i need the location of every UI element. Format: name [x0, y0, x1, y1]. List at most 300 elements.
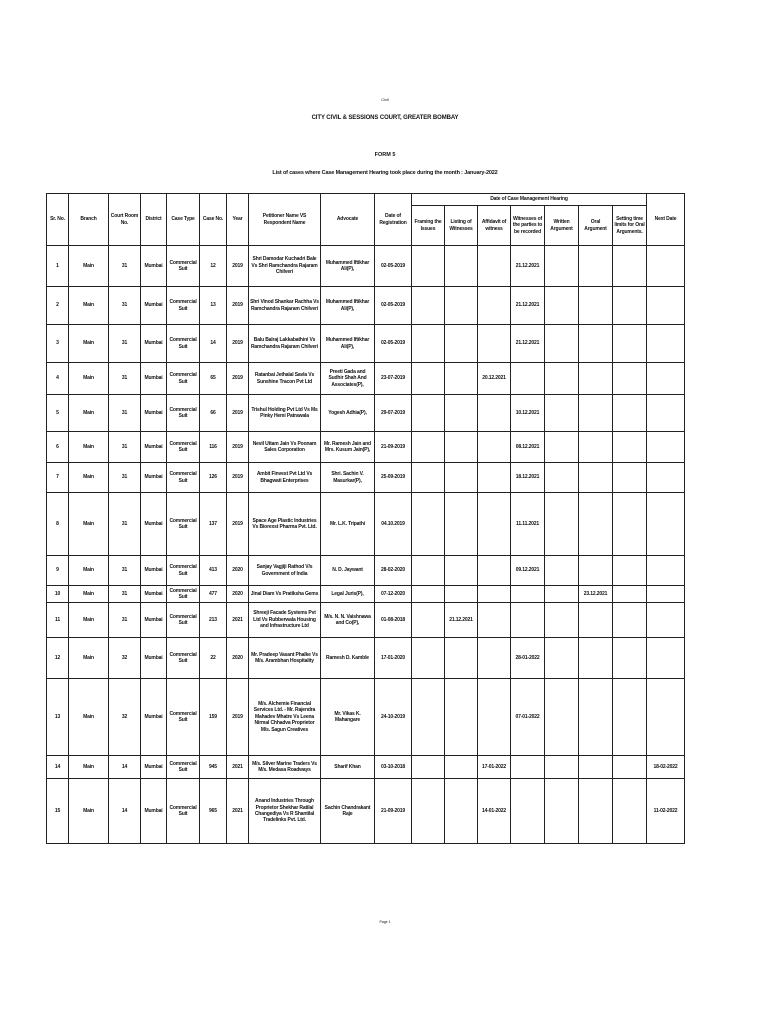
cell-time-limit [613, 779, 647, 844]
cell-court-room: 31 [109, 463, 141, 493]
cell-oral [579, 325, 613, 363]
cell-next-date [647, 679, 685, 756]
cell-sr: 5 [47, 395, 69, 432]
cell-next-date [647, 325, 685, 363]
cell-sr: 15 [47, 779, 69, 844]
cell-court-room: 31 [109, 395, 141, 432]
cell-oral [579, 432, 613, 463]
cell-district: Mumbai [141, 679, 167, 756]
cell-advocate: Muhammed Iftikhar Ali(P), [321, 287, 375, 325]
cell-affidavit [478, 586, 511, 603]
cell-court-room: 31 [109, 603, 141, 638]
cell-written [545, 779, 579, 844]
cell-parties: Space Age Plastic Industries Vs Biorexst Pharma Pvt. Ltd. [249, 493, 321, 556]
cell-witnesses [511, 363, 545, 395]
cell-year: 2020 [227, 556, 249, 586]
cell-year: 2020 [227, 638, 249, 679]
cell-witnesses [511, 779, 545, 844]
cell-framing [412, 679, 445, 756]
cell-affidavit [478, 246, 511, 287]
cell-case-type: Commercial Suit [167, 363, 200, 395]
cell-next-date [647, 246, 685, 287]
cell-affidavit [478, 325, 511, 363]
col-case-no-header: Case No. [200, 194, 227, 246]
cell-year: 2021 [227, 779, 249, 844]
cell-witnesses: 07-01-2022 [511, 679, 545, 756]
cell-reg-date: 02-05-2019 [375, 287, 412, 325]
cell-affidavit [478, 638, 511, 679]
cell-parties: M/s. Silver Marine Traders Vs M/s. Medasa Roadways [249, 756, 321, 779]
cell-written [545, 603, 579, 638]
cell-oral: 23.12.2021 [579, 586, 613, 603]
cell-time-limit [613, 556, 647, 586]
cell-court-room: 31 [109, 325, 141, 363]
cell-case-type: Commercial Suit [167, 325, 200, 363]
cell-case-no: 413 [200, 556, 227, 586]
cell-district: Mumbai [141, 395, 167, 432]
cell-case-no: 126 [200, 463, 227, 493]
cell-framing [412, 363, 445, 395]
cell-advocate: Yogesh Adhia(P), [321, 395, 375, 432]
cell-case-no: 14 [200, 325, 227, 363]
cell-year: 2019 [227, 493, 249, 556]
page-number: Page 1 [379, 920, 391, 924]
cell-branch: Main [69, 432, 109, 463]
cell-branch: Main [69, 363, 109, 395]
cell-parties: Jinal Diam Vs Pratiksha Gems [249, 586, 321, 603]
cell-written [545, 586, 579, 603]
cell-affidavit: 17-01-2022 [478, 756, 511, 779]
court-title: CITY CIVIL & SESSIONS COURT, GREATER BOMBAY [311, 115, 459, 121]
cell-case-type: Commercial Suit [167, 586, 200, 603]
cell-time-limit [613, 287, 647, 325]
cell-case-no: 159 [200, 679, 227, 756]
cell-next-date [647, 603, 685, 638]
cell-reg-date: 07-12-2020 [375, 586, 412, 603]
form-title: FORM 5 [374, 152, 396, 158]
table-row [47, 432, 685, 463]
table-row [47, 679, 685, 756]
cell-oral [579, 556, 613, 586]
cell-witnesses: 21.12.2021 [511, 246, 545, 287]
cell-oral [579, 463, 613, 493]
cell-court-room: 32 [109, 638, 141, 679]
cell-next-date [647, 638, 685, 679]
cell-case-no: 116 [200, 432, 227, 463]
cell-time-limit [613, 246, 647, 287]
cell-advocate: Muhammed Iftikhar Ali(P), [321, 246, 375, 287]
col-written-header: Written Argument [545, 206, 579, 246]
cell-oral [579, 493, 613, 556]
cell-district: Mumbai [141, 463, 167, 493]
cell-reg-date: 21-09-2019 [375, 779, 412, 844]
table-row [47, 586, 685, 603]
cell-witnesses: 09.12.2021 [511, 556, 545, 586]
cell-court-room: 31 [109, 363, 141, 395]
cell-district: Mumbai [141, 556, 167, 586]
col-branch-header: Branch [69, 194, 109, 246]
cell-framing [412, 246, 445, 287]
cell-reg-date: 21-09-2019 [375, 432, 412, 463]
cell-oral [579, 287, 613, 325]
cell-case-type: Commercial Suit [167, 779, 200, 844]
cell-reg-date: 04.10.2019 [375, 493, 412, 556]
cell-year: 2019 [227, 363, 249, 395]
cell-written [545, 463, 579, 493]
cell-next-date [647, 363, 685, 395]
cell-reg-date: 02-05-2019 [375, 246, 412, 287]
col-next-date-header: Next Date [647, 194, 685, 246]
cell-affidavit [478, 287, 511, 325]
cell-case-type: Commercial Suit [167, 463, 200, 493]
cell-next-date: 11-02-2022 [647, 779, 685, 844]
cell-time-limit [613, 325, 647, 363]
cell-branch: Main [69, 325, 109, 363]
cell-advocate: Muhammed Iftikhar Ali(P), [321, 325, 375, 363]
cell-case-no: 945 [200, 756, 227, 779]
cell-time-limit [613, 395, 647, 432]
cell-oral [579, 679, 613, 756]
cell-sr: 3 [47, 325, 69, 363]
cell-case-type: Commercial Suit [167, 493, 200, 556]
cell-year: 2019 [227, 395, 249, 432]
cell-reg-date: 23-07-2019 [375, 363, 412, 395]
cell-advocate: Mr. L.K. Tripathi [321, 493, 375, 556]
cell-witnesses: 11.11.2021 [511, 493, 545, 556]
cell-district: Mumbai [141, 638, 167, 679]
cell-reg-date: 17-01-2020 [375, 638, 412, 679]
cell-witnesses: 10.12.2021 [511, 395, 545, 432]
cell-court-room: 31 [109, 586, 141, 603]
cell-reg-date: 24-10-2019 [375, 679, 412, 756]
cell-listing [445, 556, 478, 586]
cell-framing [412, 432, 445, 463]
cell-witnesses: 21.12.2021 [511, 287, 545, 325]
cell-case-type: Commercial Suit [167, 638, 200, 679]
cell-framing [412, 325, 445, 363]
cell-witnesses [511, 756, 545, 779]
cell-case-type: Commercial Suit [167, 603, 200, 638]
col-year-header: Year [227, 194, 249, 246]
table-row [47, 779, 685, 844]
cell-parties: Shreeji Facade Systems Pvt Ltd Vs Rubberwala Housing and Infrastructure Ltd [249, 603, 321, 638]
cell-time-limit [613, 638, 647, 679]
cell-sr: 10 [47, 586, 69, 603]
cell-affidavit [478, 603, 511, 638]
col-oral-header: Oral Argument [579, 206, 613, 246]
cell-branch: Main [69, 779, 109, 844]
cell-case-no: 65 [200, 363, 227, 395]
table-row [47, 395, 685, 432]
cell-parties: Anand Industries Through Proprietor Shekhar Ratilal Changediya Vs R Shantilal Tradelinks Pvt. Ltd. [249, 779, 321, 844]
cell-branch: Main [69, 463, 109, 493]
cell-sr: 8 [47, 493, 69, 556]
cell-year: 2019 [227, 246, 249, 287]
col-sr-header: Sr. No. [47, 194, 69, 246]
cell-listing [445, 756, 478, 779]
cell-district: Mumbai [141, 493, 167, 556]
cell-reg-date: 03-10-2018 [375, 756, 412, 779]
cases-table [46, 193, 685, 844]
cell-listing: 21.12.2021 [445, 603, 478, 638]
cell-time-limit [613, 603, 647, 638]
cell-written [545, 432, 579, 463]
cell-affidavit: 14-01-2022 [478, 779, 511, 844]
cell-district: Mumbai [141, 246, 167, 287]
cell-court-room: 31 [109, 246, 141, 287]
cell-case-no: 66 [200, 395, 227, 432]
cell-branch: Main [69, 395, 109, 432]
cell-framing [412, 586, 445, 603]
cell-framing [412, 779, 445, 844]
cell-sr: 13 [47, 679, 69, 756]
cell-time-limit [613, 463, 647, 493]
cell-case-no: 213 [200, 603, 227, 638]
cell-year: 2021 [227, 603, 249, 638]
col-reg-date-header: Date of Registration [375, 194, 412, 246]
cell-witnesses: 28-01-2022 [511, 638, 545, 679]
cell-affidavit [478, 432, 511, 463]
list-title: List of cases where Case Management Hearing took place during the month : January-2022 [272, 170, 498, 176]
cell-written [545, 395, 579, 432]
cell-oral [579, 363, 613, 395]
cell-branch: Main [69, 246, 109, 287]
cell-parties: Trishul Holding Pvt Ltd Vs Ms Pinky Hemi Patrawala [249, 395, 321, 432]
cell-year: 2021 [227, 756, 249, 779]
col-listing-header: Listing of Witnesses [445, 206, 478, 246]
col-court-room-header: Court Room No. [109, 194, 141, 246]
hearing-group-header: Date of Case Management Hearing [412, 194, 647, 206]
cell-framing [412, 556, 445, 586]
cell-time-limit [613, 493, 647, 556]
cell-parties: Ratanbai Jethalal Savla Vs Sunshine Tracon Pvt Ltd [249, 363, 321, 395]
col-affidavit-header: Affidavit of witness [478, 206, 511, 246]
cell-parties: Balu Balraj Lakkabathini Vs Ramchandra Rajaram Chilveri [249, 325, 321, 363]
cell-year: 2019 [227, 432, 249, 463]
cell-listing [445, 325, 478, 363]
cell-oral [579, 246, 613, 287]
cell-next-date [647, 395, 685, 432]
cell-next-date [647, 463, 685, 493]
cell-branch: Main [69, 287, 109, 325]
table-row [47, 603, 685, 638]
cell-framing [412, 287, 445, 325]
table-row [47, 287, 685, 325]
cell-parties: Ambit Finvest Pvt Ltd Vs Bhagwati Enterprises [249, 463, 321, 493]
cell-case-type: Commercial Suit [167, 432, 200, 463]
cell-court-room: 14 [109, 779, 141, 844]
cell-listing [445, 779, 478, 844]
cell-reg-date: 02-05-2019 [375, 325, 412, 363]
cell-branch: Main [69, 556, 109, 586]
cell-parties: Nevil Uttam Jain Vs Poonam Sales Corporation [249, 432, 321, 463]
cell-branch: Main [69, 603, 109, 638]
table-row [47, 363, 685, 395]
cell-written [545, 493, 579, 556]
cell-affidavit [478, 493, 511, 556]
cell-sr: 9 [47, 556, 69, 586]
cell-parties: Shri Vinod Shankar Rachha Vs Ramchandra Rajaram Chilveri [249, 287, 321, 325]
cell-written [545, 246, 579, 287]
cell-advocate: N. D. Jaywant [321, 556, 375, 586]
cell-sr: 6 [47, 432, 69, 463]
cell-oral [579, 395, 613, 432]
cell-framing [412, 395, 445, 432]
cell-case-type: Commercial Suit [167, 756, 200, 779]
col-framing-header: Framing the Issues [412, 206, 445, 246]
cell-listing [445, 395, 478, 432]
cell-listing [445, 463, 478, 493]
cell-advocate: Mr. Vikas K. Mahangare [321, 679, 375, 756]
cell-case-no: 13 [200, 287, 227, 325]
cell-parties: Sanjay Vagjiji Rathod V/s Government of India [249, 556, 321, 586]
cell-sr: 1 [47, 246, 69, 287]
table-row [47, 756, 685, 779]
cell-witnesses: 18.12.2021 [511, 463, 545, 493]
cell-district: Mumbai [141, 325, 167, 363]
cell-case-no: 965 [200, 779, 227, 844]
cell-sr: 11 [47, 603, 69, 638]
cell-court-room: 31 [109, 287, 141, 325]
table-row [47, 246, 685, 287]
cell-written [545, 638, 579, 679]
cell-branch: Main [69, 638, 109, 679]
cell-time-limit [613, 363, 647, 395]
cell-branch: Main [69, 679, 109, 756]
table-row [47, 325, 685, 363]
cell-district: Mumbai [141, 756, 167, 779]
cell-listing [445, 432, 478, 463]
cell-witnesses: 08.12.2021 [511, 432, 545, 463]
cell-sr: 14 [47, 756, 69, 779]
cell-case-type: Commercial Suit [167, 287, 200, 325]
cell-time-limit [613, 679, 647, 756]
cell-year: 2020 [227, 586, 249, 603]
col-time-limit-header: Setting time limits for Oral Arguments. [613, 206, 647, 246]
cell-case-type: Commercial Suit [167, 679, 200, 756]
cell-district: Mumbai [141, 432, 167, 463]
cell-framing [412, 638, 445, 679]
cell-branch: Main [69, 756, 109, 779]
cell-time-limit [613, 586, 647, 603]
col-parties-header: Petitioner Name VS Respondent Name [249, 194, 321, 246]
cell-reg-date: 29-07-2019 [375, 395, 412, 432]
cell-district: Mumbai [141, 779, 167, 844]
cell-listing [445, 246, 478, 287]
cell-district: Mumbai [141, 287, 167, 325]
cell-advocate: Sharif Khan [321, 756, 375, 779]
cell-next-date [647, 556, 685, 586]
cell-listing [445, 493, 478, 556]
cell-advocate: Ramesh D. Kamble [321, 638, 375, 679]
cell-court-room: 31 [109, 556, 141, 586]
cell-parties: M/s. Alchemie Financial Services Ltd. - Mr. Rajendra Mahadev Mhatre Vs Leena Nirmal Chhadva Proprietor M/s. Sagun Creatives [249, 679, 321, 756]
cell-court-room: 31 [109, 493, 141, 556]
cell-framing [412, 756, 445, 779]
cell-reg-date: 01-08-2018 [375, 603, 412, 638]
cell-reg-date: 28-02-2020 [375, 556, 412, 586]
col-case-type-header: Case Type [167, 194, 200, 246]
cell-next-date: 18-02-2022 [647, 756, 685, 779]
civil-label: Civil [381, 97, 389, 102]
cell-written [545, 756, 579, 779]
cell-case-no: 477 [200, 586, 227, 603]
cell-court-room: 31 [109, 432, 141, 463]
cell-next-date [647, 493, 685, 556]
cell-listing [445, 586, 478, 603]
cell-district: Mumbai [141, 586, 167, 603]
cell-sr: 2 [47, 287, 69, 325]
cell-framing [412, 493, 445, 556]
cell-next-date [647, 432, 685, 463]
cell-case-no: 22 [200, 638, 227, 679]
cell-affidavit [478, 395, 511, 432]
cell-case-no: 12 [200, 246, 227, 287]
cell-witnesses [511, 586, 545, 603]
cell-written [545, 556, 579, 586]
cell-case-type: Commercial Suit [167, 246, 200, 287]
col-district-header: District [141, 194, 167, 246]
cell-parties: Mr. Pradeep Vasant Phalke Vs M/s. Arambhan Hospitality [249, 638, 321, 679]
cell-year: 2019 [227, 463, 249, 493]
table-row [47, 638, 685, 679]
cell-year: 2019 [227, 679, 249, 756]
cell-oral [579, 638, 613, 679]
cell-framing [412, 603, 445, 638]
cell-oral [579, 603, 613, 638]
cell-case-type: Commercial Suit [167, 556, 200, 586]
cell-advocate: Sachin Chandrakant Raje [321, 779, 375, 844]
cell-district: Mumbai [141, 363, 167, 395]
cell-witnesses [511, 603, 545, 638]
col-advocate-header: Advocate [321, 194, 375, 246]
cell-oral [579, 779, 613, 844]
table-row [47, 556, 685, 586]
cell-advocate: Legal Juris(P), [321, 586, 375, 603]
cell-advocate: M/s. N. N. Vaishnawa and Co(P), [321, 603, 375, 638]
cell-case-no: 137 [200, 493, 227, 556]
cell-oral [579, 756, 613, 779]
cell-court-room: 32 [109, 679, 141, 756]
cell-listing [445, 363, 478, 395]
cell-advocate: Mr. Ramesh Jain and Mrs. Kusum Jain(P), [321, 432, 375, 463]
col-witnesses-header: Witnesses of the parties to be recorded [511, 206, 545, 246]
cell-year: 2019 [227, 325, 249, 363]
cell-affidavit [478, 463, 511, 493]
cell-sr: 4 [47, 363, 69, 395]
cell-witnesses: 21.12.2021 [511, 325, 545, 363]
cell-written [545, 363, 579, 395]
cell-branch: Main [69, 586, 109, 603]
cell-listing [445, 287, 478, 325]
cell-advocate: Shri. Sachin V. Masurkar(P), [321, 463, 375, 493]
cell-advocate: Preeti Gada and Sudhir Shah And Associates(P), [321, 363, 375, 395]
cell-year: 2019 [227, 287, 249, 325]
cell-affidavit: 20.12.2021 [478, 363, 511, 395]
cell-written [545, 325, 579, 363]
cell-time-limit [613, 756, 647, 779]
cell-reg-date: 25-09-2019 [375, 463, 412, 493]
table-row [47, 493, 685, 556]
cell-time-limit [613, 432, 647, 463]
cell-district: Mumbai [141, 603, 167, 638]
cell-affidavit [478, 556, 511, 586]
cell-parties: Shri Damodar Kuchadri Bale Vs Shri Ramchandra Rajaram Chilveri [249, 246, 321, 287]
cell-sr: 12 [47, 638, 69, 679]
cell-next-date [647, 586, 685, 603]
cell-framing [412, 463, 445, 493]
cell-written [545, 287, 579, 325]
